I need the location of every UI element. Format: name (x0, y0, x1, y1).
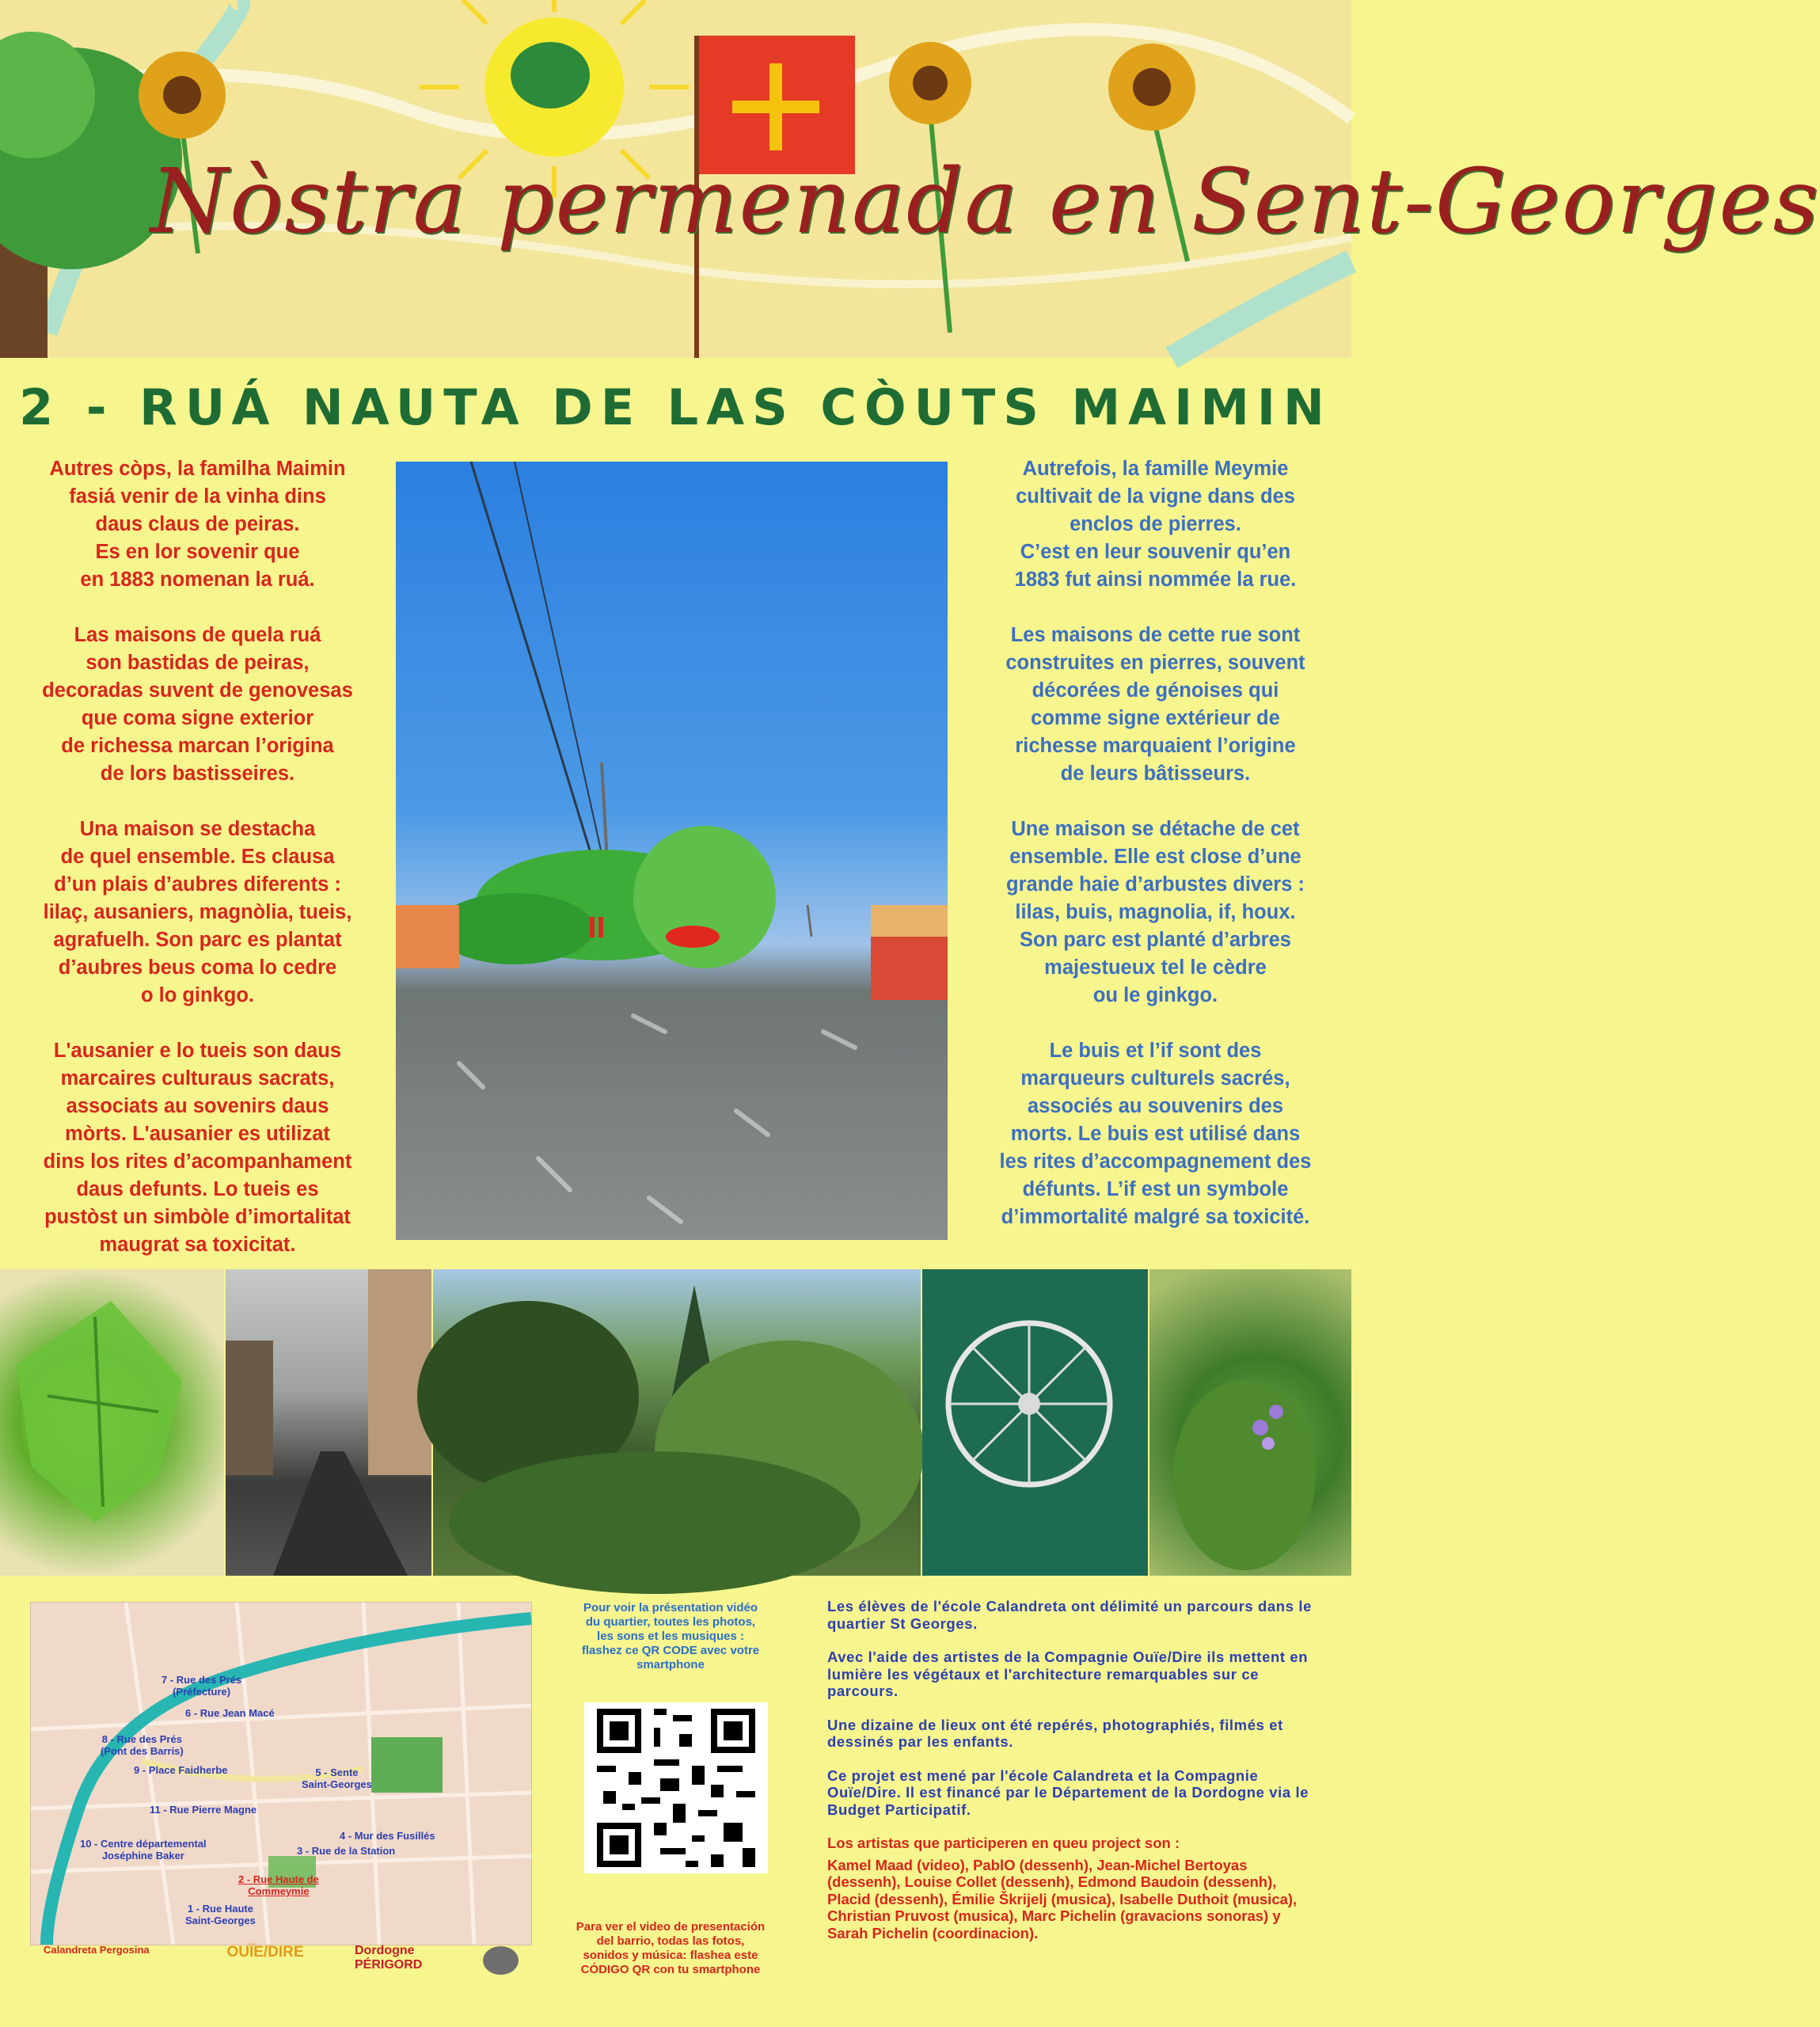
map-item-9: 9 - Place Faidherbe (134, 1764, 228, 1776)
street-painting-image (396, 462, 948, 1240)
qr-code[interactable] (584, 1702, 768, 1873)
ouie-dire-logo: OUÏE/DIRE (226, 1944, 304, 1960)
occitan-paragraph: Autres còps, la familha Maimin fasiá venir de la vinha dins daus claus de peiras. Es en lor sovenir que en 1883 nomenan la ruá. (49, 458, 346, 591)
map-item-8: 8 - Rue des Prés (Pont des Barris) (101, 1733, 184, 1757)
map-item-2: 2 - Rue Haute de Commeymie (238, 1873, 319, 1897)
map-item-5: 5 - Sente Saint-Georges (302, 1766, 372, 1790)
project-description (827, 1598, 1322, 1958)
qr-instructions-es: Para ver el video de presentación del barrio, todas las fotos, sonidos y música: flashea este CÓDIGO QR con tu smartphone (576, 1920, 766, 1976)
wheel-photo (922, 1269, 1148, 1576)
project-paragraph: Avec l'aide des artistes de la Compagnie Ouïe/Dire ils mettent en lumière les végétaux et l'architecture remarquables sur ce parcours. (827, 1649, 1309, 1699)
calandreta-logo: Calandreta Pergosina (44, 1944, 150, 1956)
french-paragraph: Les maisons de cette rue sont construites en pierres, souvent décorées de génoises qui comme signe extérieur de richesse marquaient l’origine de leurs bâtisseurs. (1005, 624, 1305, 785)
map-item-4: 4 - Mur des Fusillés (340, 1830, 435, 1842)
project-paragraph: Ce projet est mené par l'école Calandreta et la Compagnie Ouïe/Dire. Il est financé par le Département de la Dordogne via le Budget Participatif. (827, 1766, 1309, 1818)
park (371, 1737, 443, 1793)
project-paragraph: Les élèves de l'école Calandreta ont délimité un parcours dans le quartier St Georges. (827, 1598, 1312, 1632)
map-item-1: 1 - Rue Haute Saint-Georges (185, 1903, 256, 1926)
french-paragraph: Une maison se détache de cet ensemble. Elle est close d’une grande haie d’arbustes divers : lilas, buis, magnolia, if, houx. Son parc est planté d’arbres majestueux tel le cèdre ou le ginkgo. (1006, 818, 1305, 1006)
occitan-paragraph: Una maison se destacha de quel ensemble. Es clausa d’un plais d’aubres diferents : lilaç, ausaniers, magnòlia, tueis, agrafuelh. Son parc es plantat d’aubres beus coma lo cedre o lo ginkgo. (43, 818, 352, 1006)
street-photo (226, 1269, 431, 1576)
partner-logo (483, 1946, 519, 1975)
leaf-photo (0, 1269, 224, 1576)
project-paragraph: Une dizaine de lieux ont été repérés, photographiés, filmés et dessinés par les enfants. (827, 1716, 1283, 1750)
leaf-icon (511, 42, 590, 108)
header-banner (0, 0, 1820, 358)
occitan-paragraph: L'ausanier e lo tueis son daus marcaires culturaus sacrats, associats au sovenirs daus mòrts. L'ausanier es utilizat dins los rites d’acompanhament daus defunts. Lo tueis es pustòst un simbòle d’imortalitat maugrat sa toxicitat. (43, 1040, 352, 1256)
garden-photo (433, 1269, 921, 1576)
route-map (30, 1602, 532, 1945)
map-item-7: 7 - Rue des Prés (Préfecture) (161, 1674, 242, 1698)
qr-code-icon (584, 1702, 768, 1873)
artists-list: Kamel Maad (video), PablO (dessenh), Jean-Michel Bertoyas (dessenh), Louise Collet (dessenh), Edmond Baudoin (dessenh), Placid (dessenh), Émilie Škrijelj (musica), Isabelle Duthoit (musica), Christian Pruvost (musica), Marc Pichelin (gravacions sonoras) y Sarah Pichelin (coordinacion). (827, 1856, 1298, 1941)
banner-title: Nòstra permenada en Sent-Georges (150, 150, 1820, 253)
french-text-column (975, 455, 1336, 1259)
qr-instructions-fr: Pour voir la présentation vidéo du quartier, toutes les photos, les sons et les musiques : flashez ce QR CODE avec votre smartphone (581, 1601, 760, 1671)
painting-drawing (396, 462, 948, 1240)
map-item-6: 6 - Rue Jean Macé (185, 1707, 275, 1719)
french-paragraph: Le buis et l’if sont des marqueurs culturels sacrés, associés au souvenirs des morts. Le buis est utilisé dans les rites d’accompagnement des défunts. L’if est un symbole d’immortalité malgré sa toxicité. (999, 1040, 1312, 1228)
map-item-11: 11 - Rue Pierre Magne (150, 1804, 257, 1816)
occitan-text-column (17, 455, 378, 1287)
section-title: 2 - RUÁ NAUTA DE LAS CÒUTS MAIMIN (19, 378, 1332, 436)
flowers-photo (1149, 1269, 1351, 1576)
map-item-10: 10 - Centre départemental Joséphine Baker (80, 1838, 207, 1862)
occitan-paragraph: Las maisons de quela ruá son bastidas de peiras, decoradas suvent de genovesas que coma signe exterior de richessa marcan l’origina de lors bastisseires. (42, 624, 353, 785)
dordogne-logo: Dordogne PÉRIGORD (355, 1944, 423, 1972)
map-item-3: 3 - Rue de la Station (297, 1845, 396, 1857)
artists-title: Los artistas que participeren en queu project son : (827, 1835, 1180, 1851)
french-paragraph: Autrefois, la famille Meymie cultivait de la vigne dans des enclos de pierres. C’est en leur souvenir qu’en 1883 fut ainsi nommée la rue. (1014, 458, 1297, 591)
